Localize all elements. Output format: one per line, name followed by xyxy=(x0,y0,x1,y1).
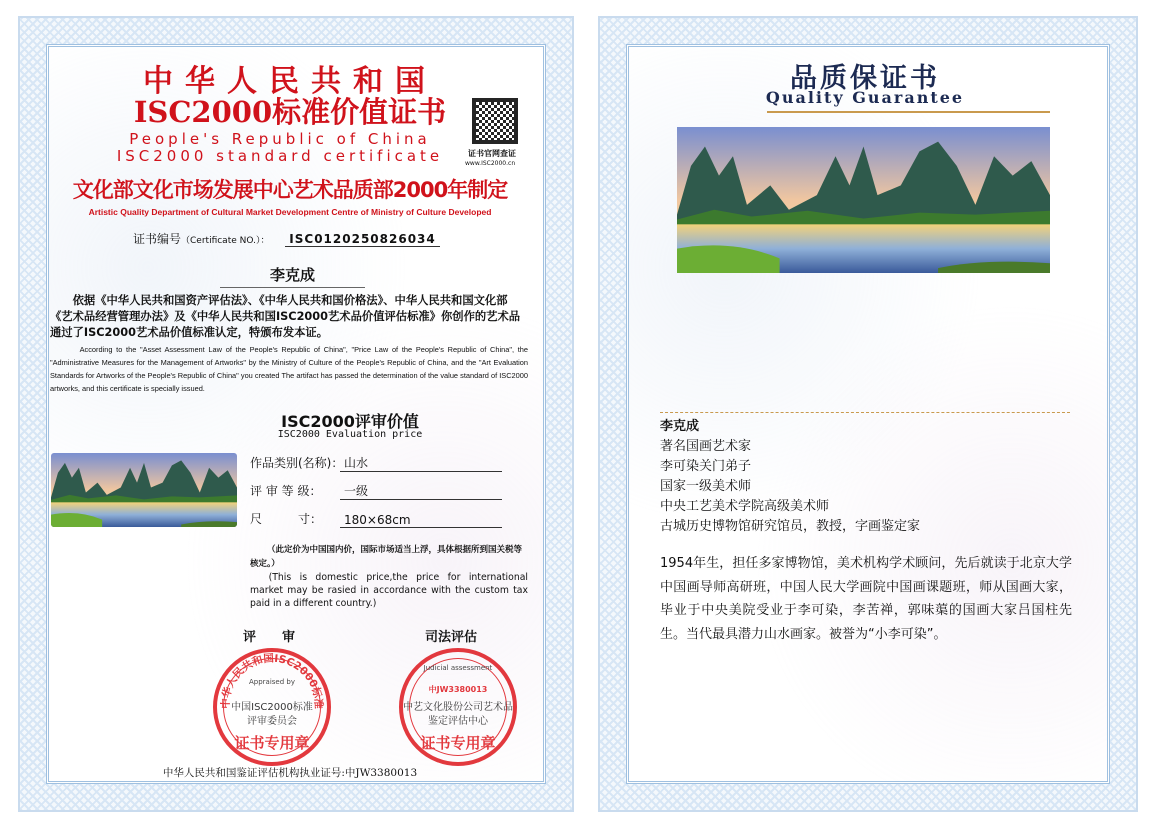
bio-title: 国家一级美术师 xyxy=(660,479,752,494)
field-value: 180×68cm xyxy=(340,513,502,528)
bio-title: 中央工艺美术学院高级美术师 xyxy=(660,499,830,514)
field-category xyxy=(250,454,502,472)
field-label: 评 审 等 级： xyxy=(250,484,322,498)
judicial-label: 司法评估 xyxy=(425,630,478,645)
title-cn: 中华人民共和国 xyxy=(143,64,437,99)
cert-label-cn: 证书编号 xyxy=(133,232,182,246)
dept-en: Artistic Quality Department of Cultural Market Development Centre of Ministry of Culture Developed xyxy=(88,207,492,217)
bio-title: 著名国画艺术家 xyxy=(660,439,752,454)
declaration-en: According to the "Asset Assessment Law of the People's Republic of China", "Price Law of the People's Republic of China", the "Administrative Measures for the Management of Artworks" by the Ministry of Culture of the People's Republic of China, and the "Art Evaluation Standards for Artworks of the People's Republic of China" you created The artifact has passed the determination of the value standard of ISC2000 artworks, and this certificate is specially issued. xyxy=(50,345,528,393)
qr-caption: 证书官网查证 xyxy=(468,149,516,158)
artwork-image xyxy=(677,127,1050,273)
field-grade xyxy=(250,482,502,500)
seal-top-text: Judicial assessment xyxy=(423,664,493,672)
title-en1: People's Republic of China xyxy=(129,130,431,148)
title-en2: ISC2000 standard certificate xyxy=(116,147,444,165)
field-size xyxy=(250,510,502,528)
price-note-en: (This is domestic price,the price for international market may be rasied in accordance with the custom tax paid in a different country.) xyxy=(250,572,528,609)
seal-top-text: Appraised by xyxy=(249,678,295,686)
seal-bottom: 证书专用章 xyxy=(234,734,310,752)
declaration-cn: 依据《中华人民共和国资产评估法》、《中华人民共和国价格法》、中华人民共和国文化部《艺术品经营管理办法》及《中华人民共和国ISC2000艺术品价值评估标准》你创作的艺术品通过了ISC2000艺术品价值标准认定，特颁布发本证。 xyxy=(50,294,521,339)
qr-code[interactable] xyxy=(472,98,518,144)
field-value: 一级 xyxy=(340,482,502,500)
qr-url: www.ISC2000.cn xyxy=(465,160,516,167)
seal-mid1: 中国ISC2000标准 xyxy=(231,702,313,713)
cert-number-row xyxy=(133,230,440,247)
artist-name: 李克成 xyxy=(220,264,365,288)
evaluation-title: ISC2000评审价值 xyxy=(281,412,419,431)
bio-title: 古城历史博物馆研究馆员，教授，字画鉴定家 xyxy=(660,519,921,534)
guarantee-title-en: Quality Guarantee xyxy=(765,88,965,107)
cert-number: ISC0120250826034 xyxy=(285,232,439,247)
bio-artist-name: 李克成 xyxy=(660,419,700,434)
license-footer: 中华人民共和国鉴证评估机构执业证号:中JW3380013 xyxy=(162,767,418,779)
seal-mid1: 中艺文化股份公司艺术品 xyxy=(403,702,513,713)
title-isc: ISC2000标准价值证书 xyxy=(133,95,447,129)
evaluation-subtitle: ISC2000 Evaluation price xyxy=(277,429,423,440)
seal-bottom: 证书专用章 xyxy=(420,734,496,752)
review-label: 评 审 xyxy=(243,630,296,645)
seal-ring-label: 中华人民共和国ISC2000标准 xyxy=(219,652,325,709)
title-divider xyxy=(767,111,1050,113)
seal-code: 中JW3380013 xyxy=(428,685,488,694)
section-divider xyxy=(660,412,1070,414)
field-label: 作品类别(名称)： xyxy=(250,456,344,470)
price-note-cn: （此定价为中国国内价，国际市场适当上浮，具体根据所到国关税等核定。） xyxy=(250,545,523,569)
bio-paragraph: 1954年生，担任多家博物馆，美术机构学术顾问，先后就读于北京大学中国画导师高研班，中国人民大学画院中国画课题班，师从国画大家，毕业于中央美院受业于李可染，李苦禅，郭味蕖的国画大家吕国柱先生。当代最具潜力山水画家。被誉为“小李可染”。 xyxy=(660,556,1072,642)
bio-title: 李可染关门弟子 xyxy=(660,459,752,474)
artwork-thumbnail xyxy=(51,453,237,527)
seal-mid2: 评审委员会 xyxy=(247,716,297,727)
dept-cn: 文化部文化市场发展中心艺术品质部2000年制定 xyxy=(72,178,508,202)
cert-label-en: （Certificate NO.）： xyxy=(181,236,270,246)
field-label: 尺 寸： xyxy=(250,512,323,526)
field-value: 山水 xyxy=(340,454,502,472)
judicial-seal xyxy=(399,648,517,766)
seal-mid2: 鉴定评估中心 xyxy=(428,716,488,727)
review-seal xyxy=(213,648,331,766)
guarantee-title-cn: 品质保证书 xyxy=(790,63,940,94)
